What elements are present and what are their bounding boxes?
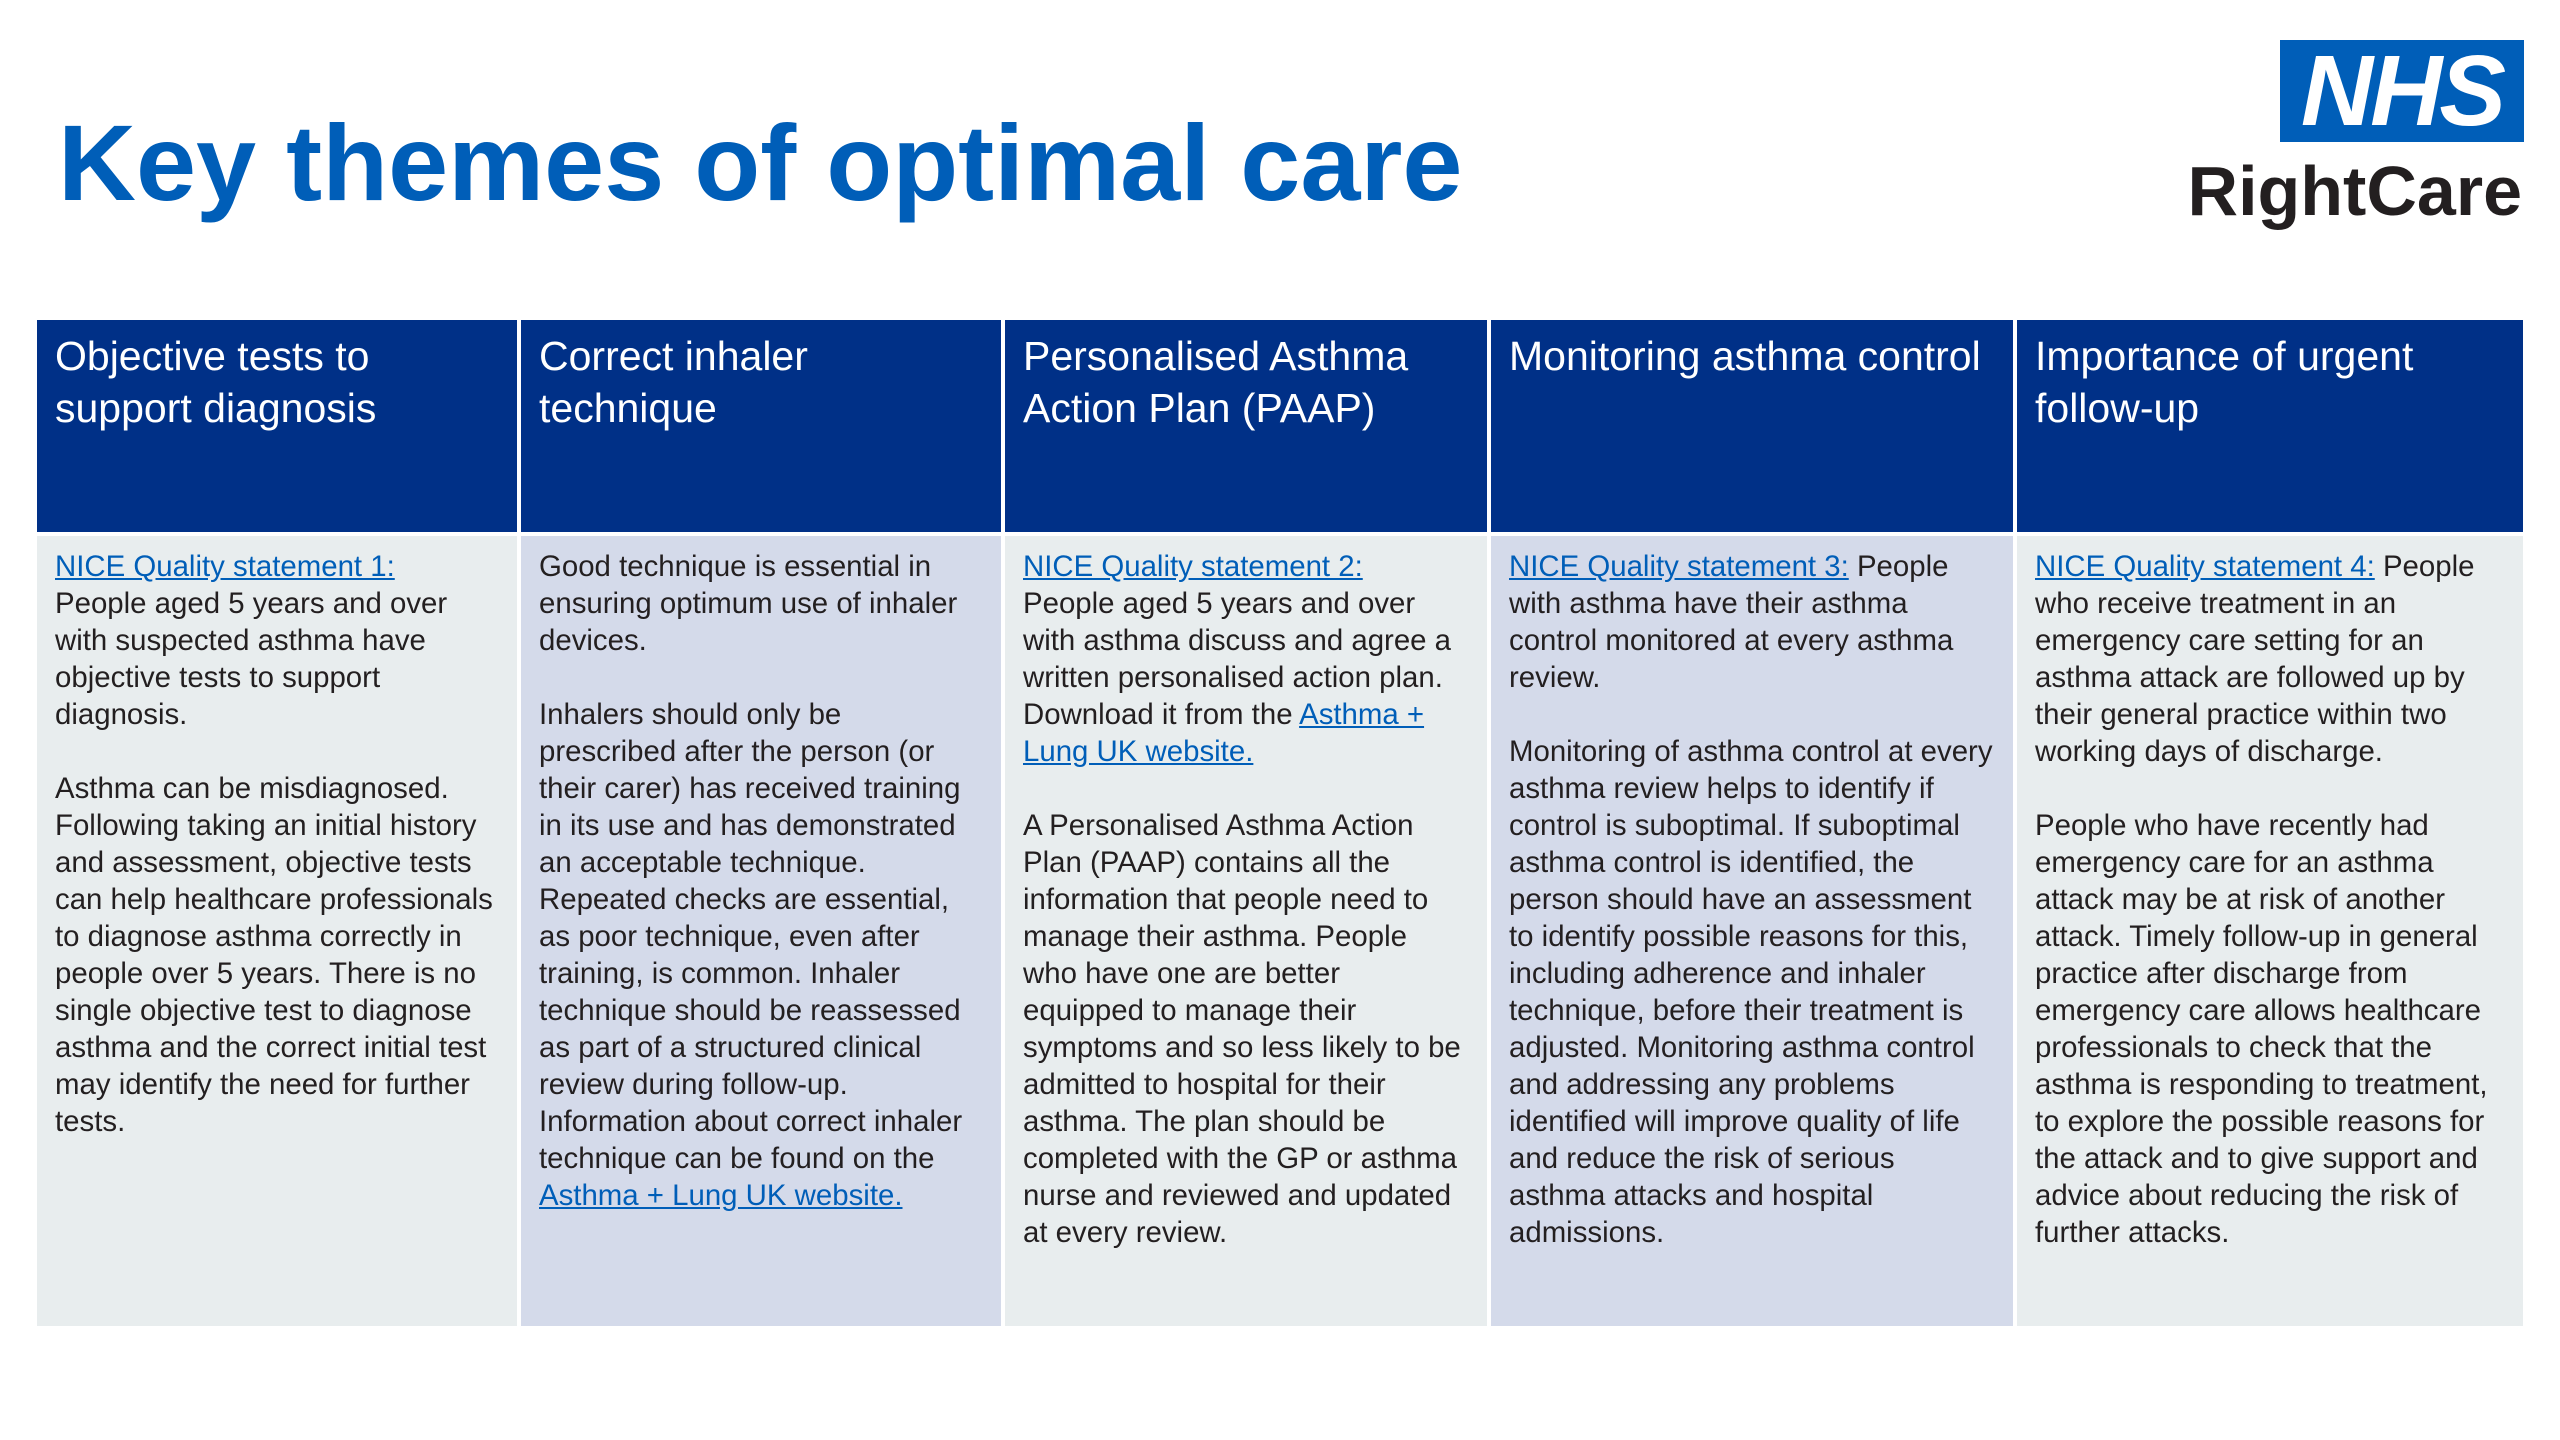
- paragraph-text: People aged 5 years and over with asthma discuss and agree a written personalised action plan. Download it from the: [1023, 587, 1452, 731]
- nhs-logo-badge: NHS: [2280, 40, 2524, 142]
- nice-quality-statement-4-link[interactable]: NICE Quality statement 4:: [2035, 550, 2375, 583]
- theme-column-monitoring-control: [1491, 320, 2013, 1326]
- paragraph: [55, 548, 499, 733]
- asthma-lung-uk-link[interactable]: Asthma + Lung UK website.: [1023, 698, 1425, 768]
- themes-table: [37, 320, 2523, 1326]
- paragraph: [2035, 807, 2505, 1251]
- column-body: [1491, 536, 2013, 1326]
- paragraph-text: Good technique is essential in ensuring optimum use of inhaler devices.: [539, 550, 958, 657]
- column-header: Personalised Asthma Action Plan (PAAP): [1005, 320, 1487, 532]
- paragraph: [1509, 548, 1995, 696]
- nice-quality-statement-2-link[interactable]: NICE Quality statement 2:: [1023, 550, 1363, 583]
- paragraph-text: Asthma can be misdiagnosed. Following taking an initial history and assessment, objective tests can help healthcare professionals to diagnose asthma correctly in people over 5 years. There is no single objective test to diagnose asthma and the correct initial test may identify the need for further tests.: [55, 772, 493, 1138]
- paragraph-text: People who have recently had emergency care for an asthma attack may be at risk of another attack. Timely follow-up in general practice after discharge from emergency care allows healthcare professionals to check that the asthma is responding to treatment, to explore the possible reasons for the attack and to give support and advice about reducing the risk of further attacks.: [2035, 809, 2488, 1249]
- paragraph-text: A Personalised Asthma Action Plan (PAAP) contains all the information that people need to manage their asthma. People who have one are better equipped to manage their symptoms and so less likely to be admitted to hospital for their asthma. The plan should be completed with the GP or asthma nurse and reviewed and updated at every review.: [1023, 809, 1461, 1249]
- column-header: Monitoring asthma control: [1491, 320, 2013, 532]
- nice-quality-statement-3-link[interactable]: NICE Quality statement 3:: [1509, 550, 1849, 583]
- page-title: Key themes of optimal care: [58, 102, 1463, 223]
- paragraph: [1023, 548, 1469, 770]
- paragraph: [2035, 548, 2505, 770]
- column-body: [37, 536, 517, 1326]
- column-body: [1005, 536, 1487, 1326]
- asthma-lung-uk-link[interactable]: Asthma + Lung UK website.: [539, 1179, 903, 1212]
- theme-column-urgent-follow-up: [2017, 320, 2523, 1326]
- paragraph-text: Inhalers should only be prescribed after the person (or their carer) has received training in its use and has demonstrated an acceptable technique. Repeated checks are essential, as poor technique, even after training, is common. Inhaler technique should be reassessed as part of a structured clinical review during follow-up. Information about correct inhaler technique can be found on the: [539, 698, 963, 1175]
- column-body: [521, 536, 1001, 1326]
- theme-column-objective-tests: [37, 320, 517, 1326]
- theme-column-inhaler-technique: [521, 320, 1001, 1326]
- paragraph: [1509, 733, 1995, 1251]
- column-header: Objective tests to support diagnosis: [37, 320, 517, 532]
- paragraph: [539, 548, 983, 659]
- paragraph-text: People who receive treatment in an emergency care setting for an asthma attack are followed up by their general practice within two working days of discharge.: [2035, 550, 2475, 768]
- paragraph-text: People with asthma have their asthma control monitored at every asthma review.: [1509, 550, 1954, 694]
- column-header: Correct inhaler technique: [521, 320, 1001, 532]
- nhs-rightcare-logo: [2187, 35, 2530, 250]
- paragraph-text: People aged 5 years and over with suspected asthma have objective tests to support diagnosis.: [55, 587, 448, 731]
- nice-quality-statement-1-link[interactable]: NICE Quality statement 1:: [55, 550, 395, 583]
- column-header: Importance of urgent follow-up: [2017, 320, 2523, 532]
- paragraph-text: Monitoring of asthma control at every asthma review helps to identify if control is suboptimal. If suboptimal asthma control is identified, the person should have an assessment to identify possible reasons for this, including adherence and inhaler technique, before their treatment is adjusted. Monitoring asthma control and addressing any problems identified will improve quality of life and reduce the risk of serious asthma attacks and hospital admissions.: [1509, 735, 1993, 1249]
- rightcare-logo-text: RightCare: [2187, 152, 2522, 230]
- paragraph: [1023, 807, 1469, 1251]
- column-body: [2017, 536, 2523, 1326]
- paragraph: [55, 770, 499, 1140]
- paragraph: [539, 696, 983, 1214]
- theme-column-paap: [1005, 320, 1487, 1326]
